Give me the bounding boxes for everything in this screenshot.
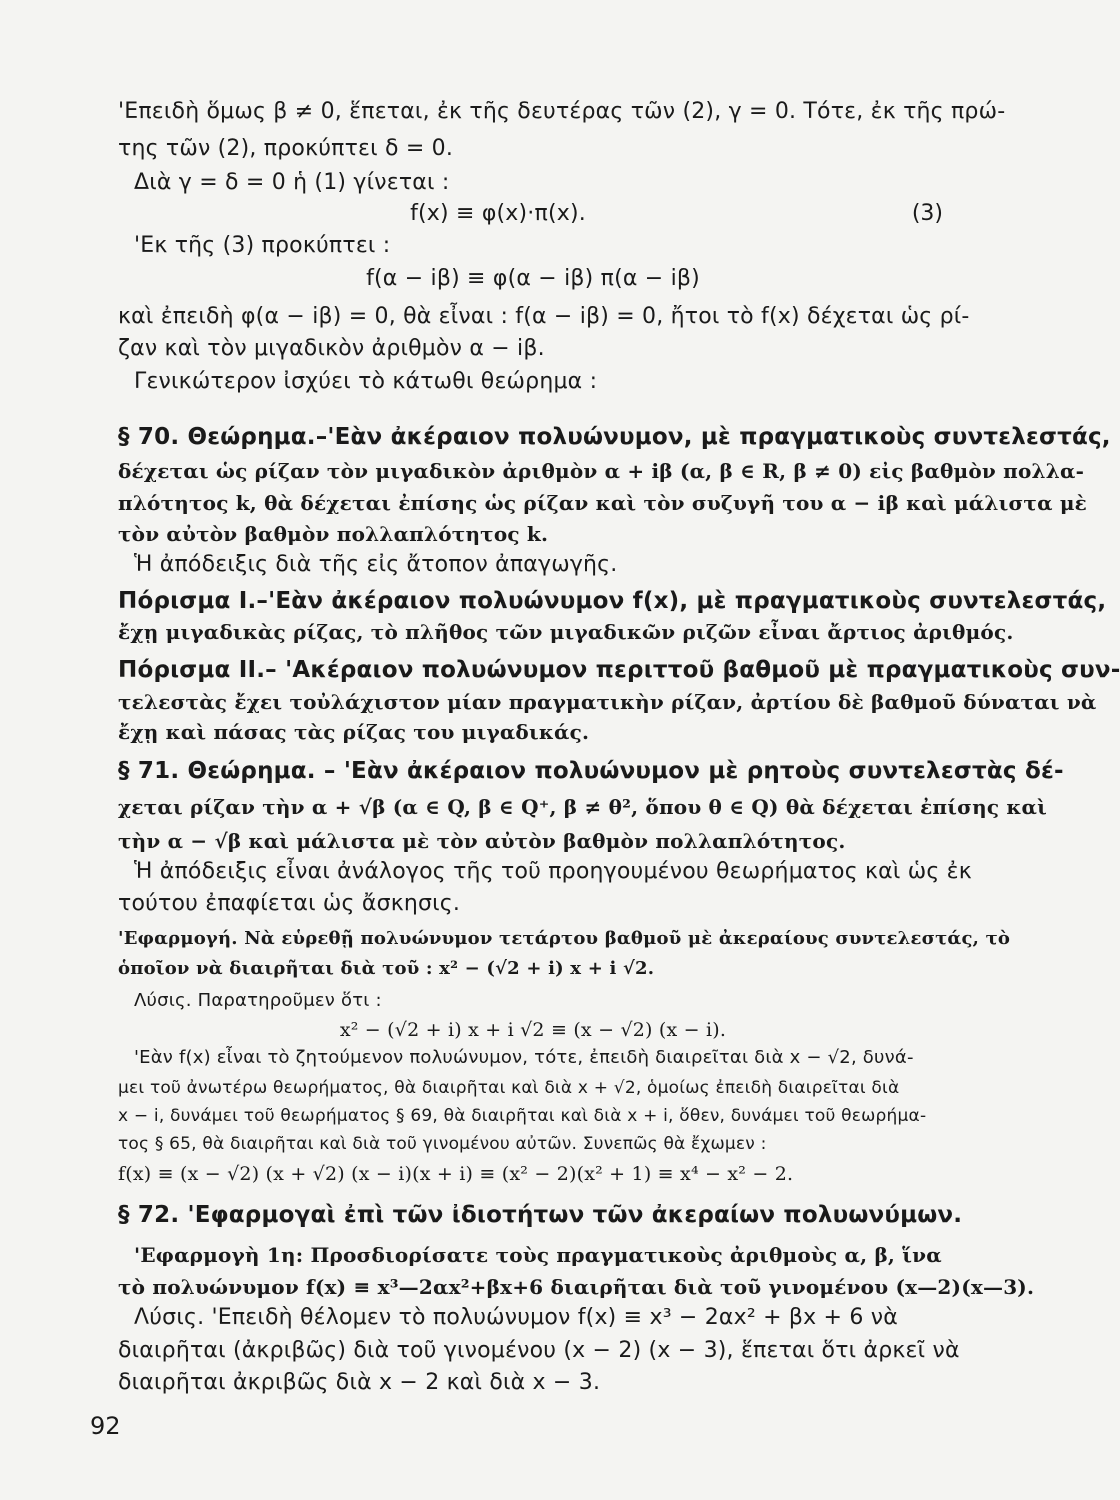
equation-3: f(x) ≡ φ(x)·π(x). [410,201,586,226]
page-number: 92 [90,1412,121,1440]
equation: f(α − iβ) ≡ φ(α − iβ) π(α − iβ) [366,266,700,291]
text-line: διαιρῆται (ἀκριβῶς) διὰ τοῦ γινομένου (x − 2) (x − 3), ἕπεται ὅτι ἀρκεῖ νὰ [118,1338,960,1363]
corollary-1: Πόρισμα I.–'Εὰν ἀκέραιον πολυώνυμον f(x), μὲ πραγματικοὺς συντελεστάς, [118,588,1107,614]
application-heading: 'Εφαρμογή. Νὰ εὑρεθῇ πολυώνυμον τετάρτου βαθμοῦ μὲ ἀκεραίους συντελεστάς, τὸ [118,928,1011,949]
equation: f(x) ≡ (x − √2) (x + √2) (x − i)(x + i) ≡ (x² − 2)(x² + 1) ≡ x⁴ − x² − 2. [118,1163,794,1185]
theorem-70-text: δέχεται ὡς ρίζαν τὸν μιγαδικὸν ἀριθμὸν α + iβ (α, β ∈ R, β ≠ 0) εἰς βαθμὸν πολλα- [118,459,1085,483]
application-1-heading: 'Εφαρμογὴ 1η: Προσδιορίσατε τοὺς πραγματικοὺς ἀριθμοὺς α, β, ἵνα [134,1243,942,1267]
solution-line: Λύσις. 'Επειδὴ θέλομεν τὸ πολυώνυμον f(x) ≡ x³ − 2αx² + βx + 6 νὰ [134,1305,898,1330]
corollary-1-text: ἔχῃ μιγαδικὰς ρίζας, τὸ πλῆθος τῶν μιγαδικῶν ριζῶν εἶναι ἄρτιος ἀριθμός. [118,620,1014,644]
theorem-70-text: τὸν αὐτὸν βαθμὸν πολλαπλότητος k. [118,522,549,546]
theorem-70-text: πλότητος k, θὰ δέχεται ἐπίσης ὡς ρίζαν καὶ τὸν συζυγῆ του α − iβ καὶ μάλιστα μὲ [118,491,1088,515]
text-line: 'Επειδὴ ὅμως β ≠ 0, ἕπεται, ἐκ τῆς δευτέρας τῶν (2), γ = 0. Τότε, ἐκ τῆς πρώ- [118,99,1006,124]
text-line: διαιρῆται ἀκριβῶς διὰ x − 2 καὶ διὰ x − 3. [118,1370,601,1395]
text-line: 'Εὰν f(x) εἶναι τὸ ζητούμενον πολυώνυμον, τότε, ἐπειδὴ διαιρεῖται διὰ x − √2, δυνά- [134,1047,914,1068]
theorem-71-heading: § 71. Θεώρημα. – 'Εὰν ἀκέραιον πολυώνυμον μὲ ρητοὺς συντελεστὰς δέ- [118,758,1064,784]
text-line: τούτου ἐπαφίεται ὡς ἄσκησις. [118,891,461,916]
equation: x² − (√2 + i) x + i √2 ≡ (x − √2) (x − i). [339,1019,727,1041]
corollary-2-text: ἔχῃ καὶ πάσας τὰς ρίζας του μιγαδικάς. [118,720,590,744]
text-line: καὶ ἐπειδὴ φ(α − iβ) = 0, θὰ εἶναι : f(α − iβ) = 0, ἤτοι τὸ f(x) δέχεται ὡς ρί- [118,304,970,329]
theorem-71-text: χεται ρίζαν τὴν α + √β (α ∈ Q, β ∈ Q⁺, β ≠ θ², ὅπου θ ∈ Q) θὰ δέχεται ἐπίσης καὶ [118,795,1048,819]
text-line: Γενικώτερον ἰσχύει τὸ κάτωθι θεώρημα : [134,369,598,394]
application-text: ὁποῖον νὰ διαιρῆται διὰ τοῦ : x² − (√2 + i) x + i √2. [118,958,655,979]
application-1-text: τὸ πολυώνυμον f(x) ≡ x³—2αx²+βx+6 διαιρῆται διὰ τοῦ γινομένου (x—2)(x—3). [118,1275,1035,1299]
theorem-71-text: τὴν α − √β καὶ μάλιστα μὲ τὸν αὐτὸν βαθμὸν πολλαπλότητος. [118,829,846,853]
text-line: 'Εκ τῆς (3) προκύπτει : [134,233,391,258]
text-line: x − i, δυνάμει τοῦ θεωρήματος § 69, θὰ διαιρῆται καὶ διὰ x + i, ὅθεν, δυνάμει τοῦ θεωρήμα- [118,1106,927,1126]
text-line: μει τοῦ ἀνωτέρω θεωρήματος, θὰ διαιρῆται καὶ διὰ x + √2, ὁμοίως ἐπειδὴ διαιρεῖται διὰ [118,1078,900,1098]
section-72-heading: § 72. 'Εφαρμογαὶ ἐπὶ τῶν ἰδιοτήτων τῶν ἀκεραίων πολυωνύμων. [118,1202,963,1228]
text-line: Διὰ γ = δ = 0 ἡ (1) γίνεται : [134,170,450,195]
equation-label: (3) [911,201,943,226]
text-line: τος § 65, θὰ διαιρῆται καὶ διὰ τοῦ γινομένου αὐτῶν. Συνεπῶς θὰ ἔχωμεν : [118,1134,767,1154]
proof-note: Ἡ ἀπόδειξις διὰ τῆς εἰς ἄτοπον ἀπαγωγῆς. [134,552,618,577]
text-line: Ἡ ἀπόδειξις εἶναι ἀνάλογος τῆς τοῦ προηγουμένου θεωρήματος καὶ ὡς ἐκ [134,859,972,884]
text-line: της τῶν (2), προκύπτει δ = 0. [118,136,454,161]
theorem-70-heading: § 70. Θεώρημα.–'Εὰν ἀκέραιον πολυώνυμον, μὲ πραγματικοὺς συντελεστάς, [118,424,1111,450]
corollary-2: Πόρισμα II.– 'Ακέραιον πολυώνυμον περιττοῦ βαθμοῦ μὲ πραγματικοὺς συν- [118,657,1120,683]
corollary-2-text: τελεστὰς ἔχει τοὐλάχιστον μίαν πραγματικὴν ρίζαν, ἀρτίου δὲ βαθμοῦ δύναται νὰ [118,690,1097,714]
text-line: ζαν καὶ τὸν μιγαδικὸν ἀριθμὸν α − iβ. [118,336,545,361]
solution-line: Λύσις. Παρατηροῦμεν ὅτι : [134,990,382,1011]
